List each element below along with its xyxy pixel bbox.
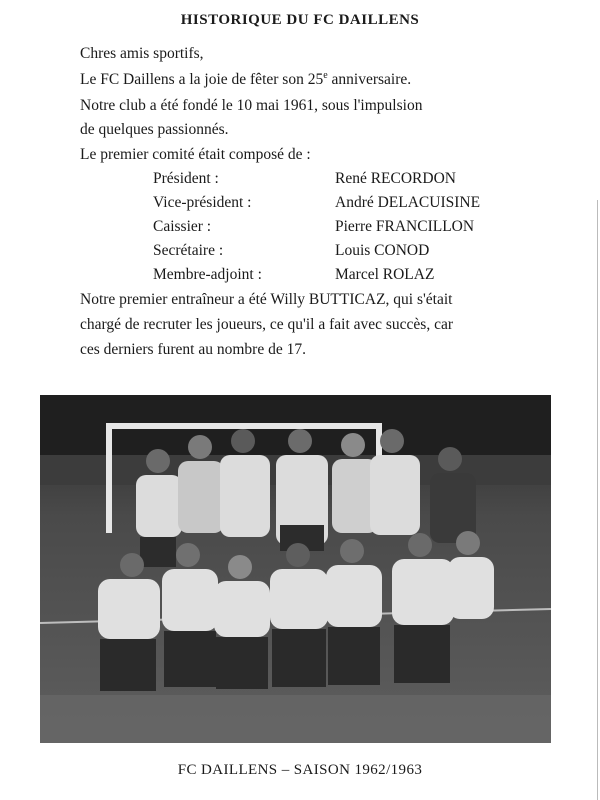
coach-line-3: ces derniers furent au nombre de 17.: [80, 341, 306, 358]
intro-line-1-a: Le FC Daillens a la joie de fêter son 25: [80, 71, 324, 88]
team-photo: [40, 395, 551, 743]
committee-role: Caissier :: [153, 218, 212, 235]
photo-caption: FC DAILLENS – SAISON 1962/1963: [177, 762, 423, 778]
intro-line-1-b: anniversaire.: [327, 71, 412, 88]
committee-role: Vice-président :: [153, 194, 252, 211]
page-title: HISTORIQUE DU FC DAILLENS: [180, 12, 420, 28]
ordinal-superscript: e: [323, 70, 328, 81]
intro-line-1: [80, 70, 411, 90]
committee-name: Pierre FRANCILLON: [335, 218, 475, 235]
committee-role: Secrétaire :: [153, 242, 224, 259]
committee-role: Membre-adjoint :: [153, 266, 262, 283]
committee-name: Louis CONOD: [335, 242, 430, 259]
coach-line-1: Notre premier entraîneur a été Willy BUTTICAZ, qui s'était: [80, 291, 453, 308]
committee-intro: Le premier comité était composé de :: [80, 146, 311, 163]
intro-line-2: Notre club a été fondé le 10 mai 1961, sous l'impulsion: [80, 97, 423, 114]
committee-name: René RECORDON: [335, 170, 456, 187]
committee-role: Président :: [153, 170, 219, 187]
greeting: Chres amis sportifs,: [80, 45, 204, 62]
team-photo-illustration: [40, 395, 551, 743]
committee-name: Marcel ROLAZ: [335, 266, 435, 283]
coach-line-2: chargé de recruter les joueurs, ce qu'il a fait avec succès, car: [80, 316, 454, 333]
intro-line-3: de quelques passionnés.: [80, 121, 229, 138]
page-edge-line: [597, 200, 598, 800]
committee-name: André DELACUISINE: [335, 194, 481, 211]
